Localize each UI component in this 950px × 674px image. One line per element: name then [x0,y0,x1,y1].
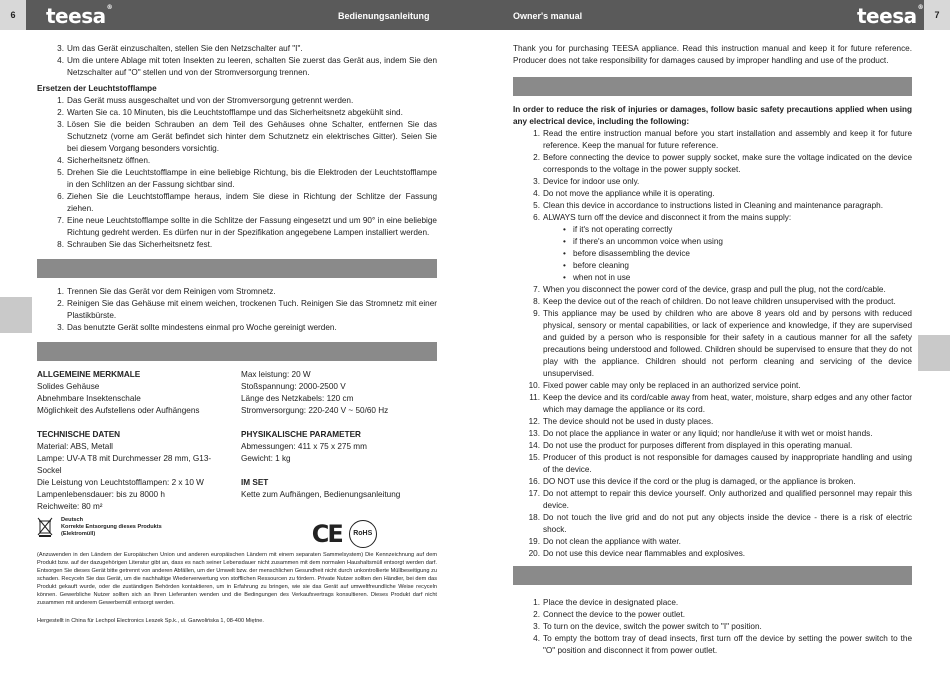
spec-line: Abmessungen: 411 x 75 x 275 mm [241,442,367,451]
safety-lead: In order to reduce the risk of injuries or damages, follow basic safety precautions applied when using any electrical device, including the following: [513,105,912,126]
item-number: 3. [533,177,540,186]
spec-line: Solides Gehäuse [37,382,100,391]
item-number: 14. [528,441,540,450]
section-bar-safety [513,77,912,96]
phys-list [241,441,437,465]
item-number: 2. [57,108,64,117]
disposal-text: (Anzuwenden in den Ländern der Europäischen Union und anderen europäischen Ländern mit einem separaten Sammelsystem) Die Kennzeichnung auf dem Produkt bzw. auf der dazugehörigen Literatur gibt an, dass es nach seiner Lebensdauer nicht zusammen mit dem normalen Haushaltsmüll entsorgt werden darf. Entsorgen Sie dieses Gerät bitte getrennt von anderen Abfällen, um der Umwelt bzw. der menschlichen Gesundheit nicht durch unkontrollierte Müllbeseitigung zu schaden. Recyceln Sie das Gerät, um die nachhaltige Wiederverwertung von stofflichen Ressourcen zu fördern. Private Nutzer sollten den Händler, bei dem das Produkt gekauft wurde, oder die zuständigen Behörden kontaktieren, um in Erfahrung zu bringen, wie sie das Gerät auf umweltfreundliche Weise recyceln können. Gewerbliche Nutzer sollten sich an Ihren Lieferanten wenden und die Bedingungen des Verkaufsvertrags konsultieren. Dieses Produkt darf nicht zusammen mit anderem Gewerbemüll entsorgt werden. [37,552,437,606]
intro-list [37,43,437,79]
item-number: 3. [57,44,64,53]
disconnect-bullets [513,224,912,284]
item-number: 13. [528,429,540,438]
safety-list-b [513,284,912,560]
list-item [513,597,912,609]
spec-line: Kette zum Aufhängen, Bedienungsanleitung [241,490,401,499]
spec-line: Max leistung: 20 W [241,370,311,379]
item-number: 4. [57,56,64,65]
lamp-heading: Ersetzen der Leuchtstofflampe [37,84,157,93]
header-title-de: Bedienungsanleitung [338,11,430,21]
item-number: 18. [528,513,540,522]
item-number: 7. [57,216,64,225]
list-item [37,215,437,239]
item-text: Read the entire instruction manual before you start installation and assembly and keep it for future reference. Keep the manual for future reference. [543,129,912,150]
spec-line: Länge des Netzkabels: 120 cm [241,394,354,403]
item-text: Das Gerät muss ausgeschaltet und von der Stromversorgung getrennt werden. [67,96,354,105]
item-text: Trennen Sie das Gerät vor dem Reinigen vom Stromnetz. [67,287,276,296]
intro-paragraph: Thank you for purchasing TEESA appliance. Read this instruction manual and keep it for future reference. Producer does not take responsibility for damages caused by improper handling and use of the product. [513,44,912,65]
list-item [37,298,437,322]
spec-line: Möglichkeit des Aufstellens oder Aufhängens [37,406,200,415]
section-bar-cleaning [37,259,437,278]
header-title-en: Owner's manual [513,11,583,21]
list-item [513,128,912,152]
item-number: 1. [533,598,540,607]
item-number: 2. [57,299,64,308]
item-text: Keep the device out of the reach of children. Do not leave children unsupervised with the product. [543,297,896,306]
item-text: The device should not be used in dusty places. [543,417,714,426]
specs-column-2 [241,369,437,513]
certification-marks [312,519,378,549]
general-list [37,381,227,417]
list-item [513,548,912,560]
item-text: Do not move the appliance while it is operating. [543,189,715,198]
item-number: 8. [57,240,64,249]
list-item [513,609,912,621]
item-number: 15. [528,453,540,462]
spec-line: Reichweite: 80 m² [37,502,103,511]
item-text: When you disconnect the power cord of the device, grasp and pull the plug, not the cord/cable. [543,285,886,294]
item-text: Fixed power cable may only be replaced in an authorized service point. [543,381,801,390]
item-number: 11. [529,393,540,402]
item-text: Producer of this product is not responsible for damages caused by inappropriate handling and using of the device. [543,453,912,474]
item-text: Eine neue Leuchtstofflampe sollte in die Schlitze der Fassung eingesetzt und um 90° in eine beliebige Richtung gedreht werden. Es dürfen nur in der Spezifikation angegebene Lampen installiert werden. [67,216,437,237]
general-heading: ALLGEMEINE MERKMALE [37,370,141,379]
list-item [513,200,912,212]
item-number: 3. [57,120,64,129]
item-number: 6. [57,192,64,201]
item-text: Do not use this device near flammables and explosives. [543,549,746,558]
item-text: Keep the device and its cord/cable away from heat, water, moisture, sharp edges and any other factor which may damage the appliance or its cord. [543,393,912,414]
list-item [37,167,437,191]
list-item [513,428,912,440]
item-number: 1. [57,287,64,296]
left-column [37,43,437,625]
list-item [513,284,912,296]
list-item [513,152,912,176]
side-tab-right [918,335,950,371]
bullet-item: • before cleaning [563,260,912,272]
section-bar-specs [37,342,437,361]
list-item [513,188,912,200]
item-text: Connect the device to the power outlet. [543,610,686,619]
list-item [37,55,437,79]
list-item [513,296,912,308]
bullet-item: • if there's an uncommon voice when using [563,236,912,248]
set-heading: IM SET [241,478,269,487]
list-item [513,621,912,633]
tech-heading: TECHNISCHE DATEN [37,430,121,439]
list-item [513,633,912,657]
tech-list [37,441,227,513]
rohs-mark-icon [348,519,378,549]
list-item [37,107,437,119]
list-item [513,380,912,392]
item-text: Das benutzte Gerät sollte mindestens einmal pro Woche gereinigt werden. [67,323,337,332]
item-text: Do not attempt to repair this device yourself. Only authorized and qualified personnel may repair this device. [543,489,912,510]
spec-line: Stromversorgung: 220-240 V ~ 50/60 Hz [241,406,389,415]
list-item [513,452,912,476]
spec-line: Lampe: UV-A T8 mit Durchmesser 28 mm, G13-Sockel [37,454,212,475]
spec-line: Lampenlebensdauer: bis zu 8000 h [37,490,165,499]
bullet-item: • if it's not operating correctly [563,224,912,236]
right-column [513,43,912,657]
page-number-left: 6 [0,0,26,30]
list-item [37,95,437,107]
side-tab-left [0,297,32,333]
item-text: Um die untere Ablage mit toten Insekten zu leeren, schalten Sie zuerst das Gerät aus, indem Sie den Netzschalter auf "O" stellen und von der Stromversorgung trennen. [67,56,437,77]
list-item [513,476,912,488]
item-text: Schrauben Sie das Sicherheitsnetz fest. [67,240,213,249]
page-number-right: 7 [924,0,950,30]
spec-line: Die Leistung von Leuchtstofflampen: 2 x 10 W [37,478,204,487]
crossed-bin-icon [37,517,53,537]
use-list [513,597,912,657]
list-item [513,488,912,512]
item-text: Place the device in designated place. [543,598,679,607]
specifications [37,369,437,513]
trademark-mark: ® [917,4,924,11]
item-text: This appliance may be used by children who are above 8 years old and by persons with reduced physical, sensory or mental capabilities, or lack of experience and knowledge, if they are supervised and guided by a person who is responsible for their safety in a cautious manner for all the safety precautions being understood and followed. Children should be supervised to ensure that they do not play with the appliance. Children should not perform cleaning and servicing of the device unsupervised. [543,309,912,378]
item-number: 19. [528,537,540,546]
spec-line: Gewicht: 1 kg [241,454,291,463]
bullet-item: • when not in use [563,272,912,284]
item-number: 10. [528,381,540,390]
item-text: ALWAYS turn off the device and disconnect it from the mains supply: [543,213,792,222]
item-text: Do not clean the appliance with water. [543,537,681,546]
item-text: Do not use the product for purposes different from displayed in this operating manual. [543,441,853,450]
item-number: 2. [533,610,540,619]
item-number: 3. [533,622,540,631]
item-text: Before connecting the device to power supply socket, make sure the voltage indicated on the device corresponds to the voltage in the power supply socket. [543,153,912,174]
spacer [37,417,227,429]
list-item [37,286,437,298]
item-text: Drehen Sie die Leuchtstofflampe in eine beliebige Richtung, bis die Elektroden der Leuchtstofflampe in den Schlitzen an der Fassung sichtbar sind. [67,168,437,189]
disposal-title-language: Deutsch [61,517,84,523]
item-number: 12. [528,417,540,426]
rohs-label: RoHS [349,520,377,548]
logo-text: teesa [46,4,106,28]
logo-text: teesa [857,4,917,28]
manufacturer-note: Hergestellt in China für Lechpol Electronics Leszek Sp.k., ul. Garwolińska 1, 08-400 Miętne. [37,618,264,624]
item-number: 1. [533,129,540,138]
disposal-title [61,517,162,538]
list-item [513,512,912,536]
item-text: Do not touch the live grid and do not put any objects inside the device - there is a risk of electric shock. [543,513,912,534]
disposal-title-sub: (Elektromüll) [61,531,96,537]
item-number: 20. [528,549,540,558]
spec-line: Abnehmbare Insektenschale [37,394,141,403]
set-list [241,489,437,501]
item-number: 1. [57,96,64,105]
item-number: 4. [533,189,540,198]
spec-line: Material: ABS, Metall [37,442,113,451]
teesa-logo-left [46,4,112,28]
item-number: 8. [533,297,540,306]
list-item [37,43,437,55]
safety-list-a [513,128,912,224]
list-item [513,416,912,428]
list-item [513,308,912,380]
item-text: Um das Gerät einzuschalten, stellen Sie den Netzschalter auf "I". [67,44,303,53]
power-list [241,369,437,417]
section-bar-use [513,566,912,585]
spacer [241,465,437,477]
ce-mark-icon: CE [311,520,342,548]
list-item [37,239,437,251]
item-number: 5. [57,168,64,177]
bullet-item: • before disassembling the device [563,248,912,260]
list-item [37,322,437,334]
item-number: 6. [533,213,540,222]
lamp-replacement-list [37,95,437,251]
specs-column-1 [37,369,227,513]
item-text: DO NOT use this device if the cord or the plug is damaged, or the appliance is broken. [543,477,856,486]
item-number: 7. [533,285,540,294]
list-item [513,392,912,416]
item-text: Clean this device in accordance to instructions listed in Cleaning and maintenance paragraph. [543,201,883,210]
list-item [37,155,437,167]
item-number: 2. [533,153,540,162]
list-item [513,212,912,224]
trademark-mark: ® [106,4,113,11]
teesa-logo-right [857,4,923,28]
phys-heading: PHYSIKALISCHE PARAMETER [241,430,361,439]
item-text: Reinigen Sie das Gehäuse mit einem weichen, trockenen Tuch. Reinigen Sie das Stromnetz mit einer Plastikbürste. [67,299,437,320]
list-item [513,176,912,188]
item-number: 5. [533,201,540,210]
spec-line: Stoßspannung: 2000-2500 V [241,382,346,391]
list-item [37,191,437,215]
item-number: 4. [57,156,64,165]
item-number: 4. [533,634,540,643]
item-number: 17. [528,489,540,498]
disposal-title-main: Korrekte Entsorgung dieses Produkts [61,524,162,530]
header-bar [0,0,950,30]
item-text: Sicherheitsnetz öffnen. [67,156,151,165]
item-text: To empty the bottom tray of dead insects, first turn off the device by setting the power switch to the "O" position and disconnect it from power outlet. [543,634,912,655]
spacer [241,417,437,429]
item-text: To turn on the device, switch the power switch to "I" position. [543,622,762,631]
item-text: Do not place the appliance in water or any liquid; nor handle/use it with wet or moist hands. [543,429,873,438]
item-text: Ziehen Sie die Leuchtstofflampe heraus, indem Sie diese in Richtung der Schlitze der Fassung ziehen. [67,192,437,213]
list-item [37,119,437,155]
list-item [513,536,912,548]
item-text: Lösen Sie die beiden Schrauben an dem Teil des Gehäuses ohne Schalter, entfernen Sie das Schutznetz (vorne am Gerät befindet sich hinter dem Schutznetz ein elektrisches Gitter). Seien Sie bei diesem Vorgang besonders vorsichtig. [67,120,437,153]
item-number: 16. [528,477,540,486]
item-text: Warten Sie ca. 10 Minuten, bis die Leuchtstofflampe und das Sicherheitsnetz abgekühlt sind. [67,108,403,117]
item-number: 3. [57,323,64,332]
disposal-block [37,517,437,549]
item-number: 9. [533,309,540,318]
cleaning-list [37,286,437,334]
list-item [513,440,912,452]
item-text: Device for indoor use only. [543,177,640,186]
